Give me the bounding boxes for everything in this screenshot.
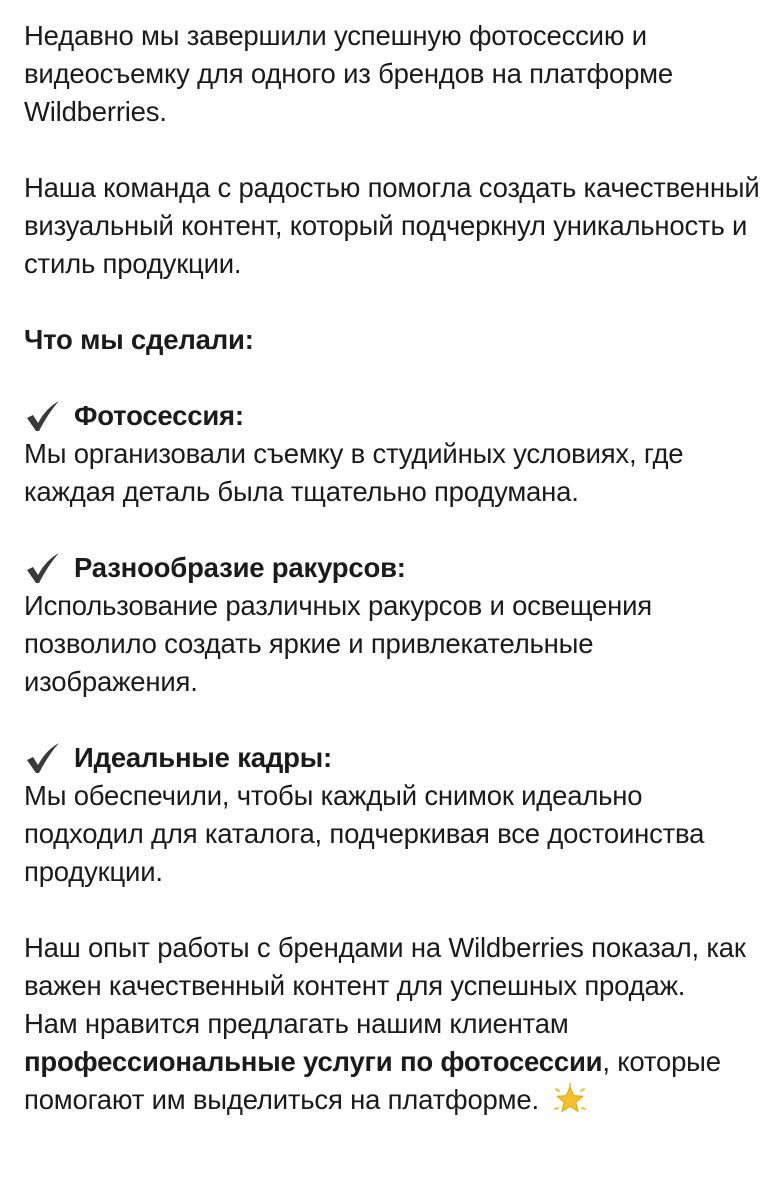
check-mark-icon <box>24 551 62 585</box>
intro-paragraph: Недавно мы завершили успешную фотосессию и видеосъемку для одного из брендов на платформе Wildberries. <box>24 20 673 127</box>
closing-paragraph <box>24 1005 764 1119</box>
post-body <box>24 17 764 1119</box>
feature-title: Идеальные кадры: <box>74 742 332 773</box>
feature-item <box>24 397 764 511</box>
check-mark-icon <box>24 399 62 433</box>
feature-text: Мы обеспечили, чтобы каждый снимок идеально подходил для каталога, подчеркивая все достоинства продукции. <box>24 780 705 887</box>
spacer <box>24 283 764 321</box>
closing-text-start: Нам нравится предлагать нашим клиентам <box>24 1008 569 1039</box>
check-mark-icon <box>24 741 62 775</box>
spacer <box>24 701 764 739</box>
spacer <box>24 891 764 929</box>
feature-text: Мы организовали съемку в студийных условиях, где каждая деталь была тщательно продумана. <box>24 438 684 507</box>
feature-title: Разнообразие ракурсов: <box>74 552 406 583</box>
spacer <box>24 131 764 169</box>
feature-item <box>24 549 764 701</box>
services-highlight: профессиональные услуги по фотосессии <box>24 1046 603 1077</box>
feature-title: Фотосессия: <box>74 400 244 431</box>
glowing-star-icon <box>553 1083 587 1117</box>
feature-text: Использование различных ракурсов и освещения позволило создать яркие и привлекательные изображения. <box>24 590 652 697</box>
spacer <box>24 359 764 397</box>
section-heading: Что мы сделали: <box>24 324 254 355</box>
experience-paragraph: Наш опыт работы с брендами на Wildberries показал, как важен качественный контент для успешных продаж. <box>24 932 746 1001</box>
feature-title-row <box>24 549 764 587</box>
feature-title-row <box>24 397 764 435</box>
closing-text-end: , которые помогают им выделиться на платформе. <box>24 1046 721 1115</box>
spacer <box>24 511 764 549</box>
team-paragraph: Наша команда с радостью помогла создать качественный визуальный контент, который подчеркнул уникальность и стиль продукции. <box>24 172 760 279</box>
feature-item <box>24 739 764 891</box>
feature-title-row <box>24 739 764 777</box>
